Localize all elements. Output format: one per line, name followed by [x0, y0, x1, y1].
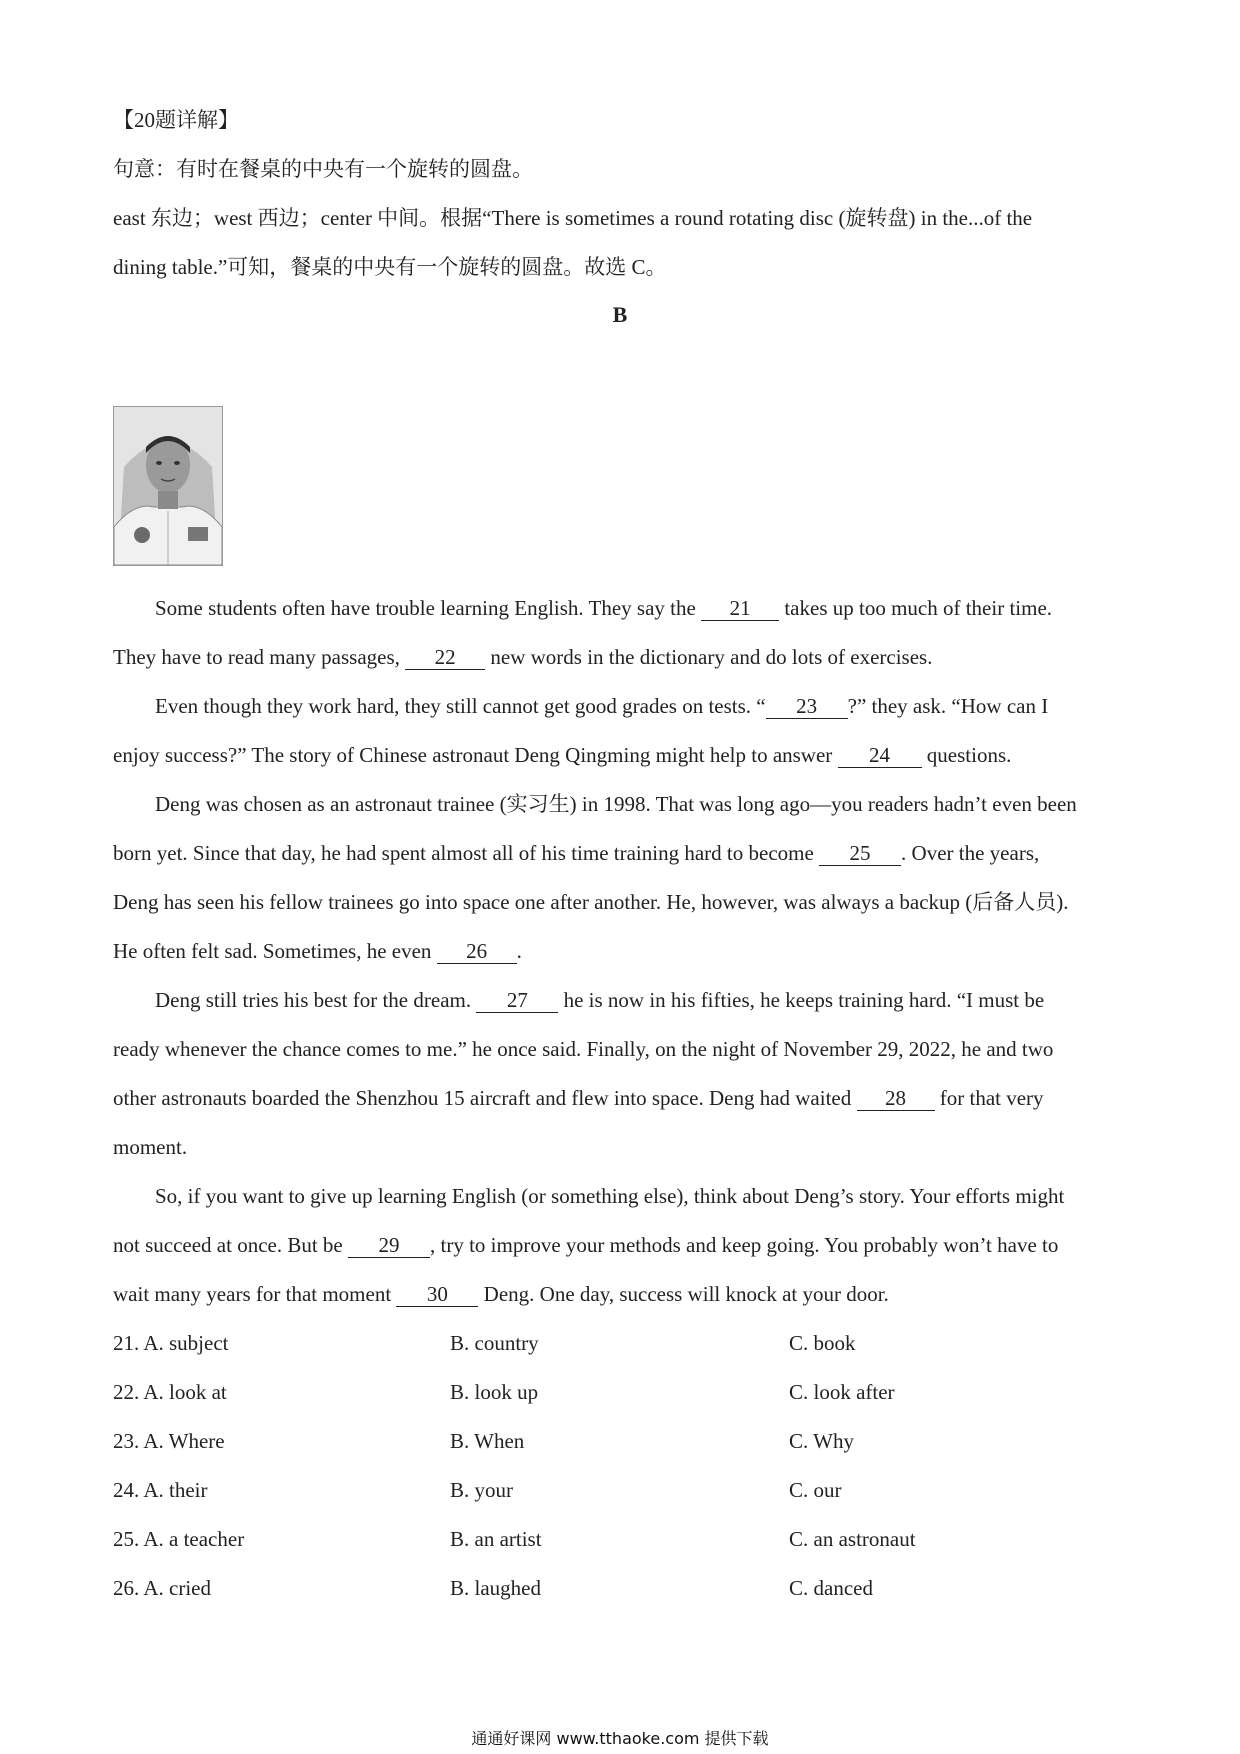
passage-line: [113, 643, 932, 671]
passage-line: [155, 594, 1052, 622]
option-c[interactable]: C. look after: [789, 1380, 895, 1404]
passage-line: Deng was chosen as an astronaut trainee (实习生) in 1998. That was long ago—you readers hadn’t even been: [155, 792, 1077, 816]
astronaut-portrait-image: [114, 407, 222, 565]
passage-text: He often felt sad. Sometimes, he even: [113, 939, 437, 963]
option-b[interactable]: B. your: [450, 1478, 513, 1502]
page-footer: 通通好课网 www.tthaoke.com 提供下载: [471, 1729, 769, 1748]
blank-29[interactable]: 29: [348, 1233, 430, 1258]
option-c[interactable]: C. danced: [789, 1576, 873, 1600]
passage-line: [113, 1231, 1058, 1259]
passage-text: Some students often have trouble learning English. They say the: [155, 596, 702, 620]
analysis-explanation-line-1: east 东边；west 西边；center 中间。根据“There is sometimes a round rotating disc (旋转盘) in the...of the: [113, 206, 1033, 230]
passage-text: he is now in his fifties, he keeps training hard. “I must be: [558, 988, 1045, 1012]
passage-text: other astronauts boarded the Shenzhou 15 aircraft and flew into space. Deng had waited: [113, 1086, 857, 1110]
blank-27[interactable]: 27: [476, 988, 558, 1013]
passage-line: moment.: [113, 1135, 188, 1159]
blank-25[interactable]: 25: [819, 841, 901, 866]
passage-line: ready whenever the chance comes to me.” he once said. Finally, on the night of November 29, 2022, he and two: [113, 1037, 1054, 1061]
passage-line: [113, 1084, 1044, 1112]
blank-24[interactable]: 24: [838, 743, 922, 768]
passage-text: enjoy success?” The story of Chinese astronaut Deng Qingming might help to answer: [113, 743, 838, 767]
option-b[interactable]: B. look up: [450, 1380, 539, 1404]
passage-text: questions.: [921, 743, 1012, 767]
passage-text: Even though they work hard, they still cannot get good grades on tests. “: [155, 694, 766, 718]
passage-text: .: [516, 939, 522, 963]
option-c[interactable]: C. Why: [789, 1429, 854, 1453]
blank-22[interactable]: 22: [405, 645, 485, 670]
option-c[interactable]: C. an astronaut: [789, 1527, 916, 1551]
passage-text: takes up too much of their time.: [779, 596, 1053, 620]
blank-26[interactable]: 26: [437, 939, 517, 964]
astronaut-photo: [113, 406, 223, 566]
option-c[interactable]: C. our: [789, 1478, 842, 1502]
blank-30[interactable]: 30: [396, 1282, 478, 1307]
passage-text: for that very: [934, 1086, 1044, 1110]
option-c[interactable]: C. book: [789, 1331, 856, 1355]
option-a[interactable]: 22. A. look at: [113, 1380, 227, 1404]
option-b[interactable]: B. country: [450, 1331, 539, 1355]
option-b[interactable]: B. When: [450, 1429, 525, 1453]
passage-line: [113, 839, 1039, 867]
option-a[interactable]: 24. A. their: [113, 1478, 208, 1502]
passage-text: new words in the dictionary and do lots of exercises.: [485, 645, 933, 669]
passage-line: [113, 1280, 889, 1308]
option-a[interactable]: 26. A. cried: [113, 1576, 211, 1600]
passage-text: wait many years for that moment: [113, 1282, 397, 1306]
analysis-meaning: 句意：有时在餐桌的中央有一个旋转的圆盘。: [113, 157, 533, 181]
option-b[interactable]: B. an artist: [450, 1527, 542, 1551]
blank-23[interactable]: 23: [766, 694, 848, 719]
option-a[interactable]: 21. A. subject: [113, 1331, 229, 1355]
blank-21[interactable]: 21: [701, 596, 779, 621]
option-a[interactable]: 25. A. a teacher: [113, 1527, 245, 1551]
passage-text: ?” they ask. “How can I: [847, 694, 1049, 718]
passage-line: So, if you want to give up learning English (or something else), think about Deng’s story. Your efforts might: [155, 1184, 1065, 1208]
option-b[interactable]: B. laughed: [450, 1576, 541, 1600]
analysis-title: 【20题详解】: [113, 108, 239, 132]
passage-line: Deng has seen his fellow trainees go into space one after another. He, however, was always a backup (后备人员).: [113, 890, 1069, 914]
passage-text: . Over the years,: [901, 841, 1040, 865]
passage-text: They have to read many passages,: [113, 645, 406, 669]
passage-line: [155, 986, 1044, 1014]
blank-28[interactable]: 28: [857, 1086, 935, 1111]
passage-text: , try to improve your methods and keep going. You probably won’t have to: [430, 1233, 1059, 1257]
passage-line: [113, 741, 1011, 769]
passage-text: Deng still tries his best for the dream.: [155, 988, 477, 1012]
passage-text: born yet. Since that day, he had spent almost all of his time training hard to become: [113, 841, 820, 865]
section-heading: B: [612, 302, 628, 327]
passage-line: [113, 937, 522, 965]
passage-text: Deng. One day, success will knock at your door.: [478, 1282, 889, 1306]
analysis-explanation-line-2: dining table.”可知，餐桌的中央有一个旋转的圆盘。故选 C。: [113, 255, 667, 279]
option-a[interactable]: 23. A. Where: [113, 1429, 225, 1453]
passage-text: not succeed at once. But be: [113, 1233, 348, 1257]
passage-line: [155, 692, 1048, 720]
